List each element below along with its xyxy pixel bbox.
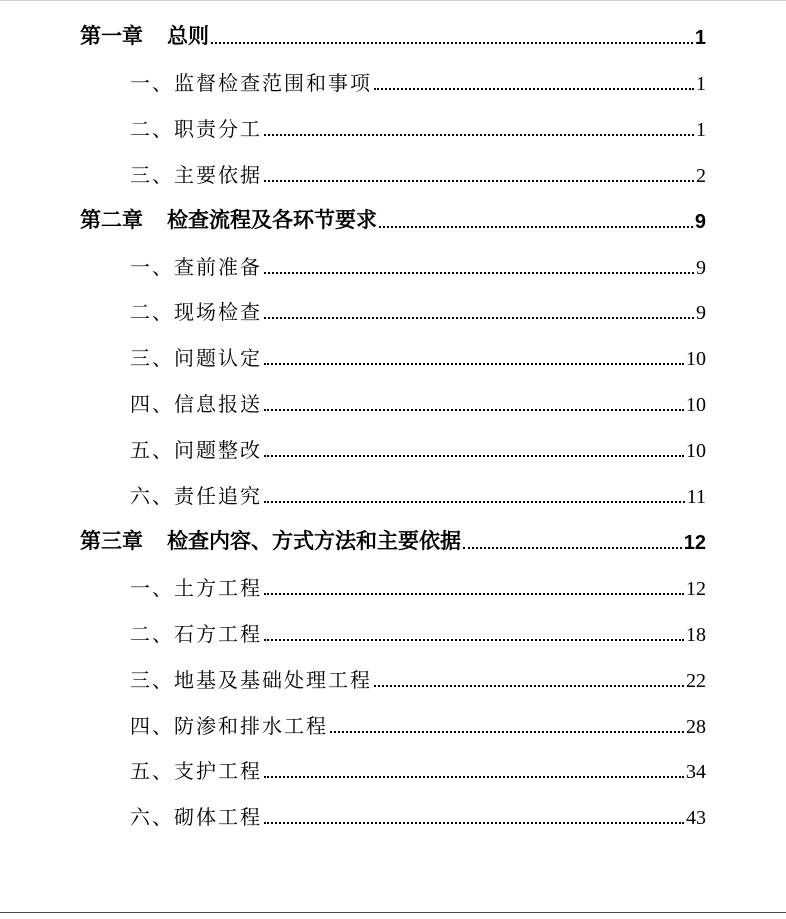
- toc-entry-page-number: 9: [696, 302, 706, 325]
- toc-section-entry[interactable]: [130, 387, 706, 417]
- toc-entry-number: 六、: [130, 805, 174, 830]
- dot-leader: [379, 226, 693, 228]
- toc-entry-page-number: 9: [696, 256, 706, 279]
- toc-entry-page-number: 2: [696, 164, 706, 187]
- toc-section-entry[interactable]: [130, 571, 706, 601]
- toc-entry-title: 现场检查: [174, 300, 262, 325]
- toc-entry-title: 检查内容、方式方法和主要依据: [167, 528, 461, 553]
- toc-entry-number: 四、: [130, 713, 174, 738]
- toc-entry-number: 四、: [130, 392, 174, 417]
- dot-leader: [264, 455, 684, 457]
- toc-entry-title: 职责分工: [174, 116, 262, 141]
- dot-leader: [374, 88, 694, 90]
- dot-leader: [264, 272, 694, 274]
- toc-entry-title: 信息报送: [174, 392, 262, 417]
- toc-entry-page-number: 18: [686, 623, 706, 646]
- toc-entry-number: 一、: [130, 70, 174, 95]
- dot-leader: [264, 639, 684, 641]
- top-border: [0, 0, 786, 1]
- toc-entry-title: 检查流程及各环节要求: [167, 207, 377, 232]
- toc-entry-number: 五、: [130, 438, 174, 463]
- toc-entry-page-number: 22: [686, 669, 706, 692]
- toc-section-entry[interactable]: [130, 295, 706, 325]
- toc-entry-number: 第一章: [80, 24, 143, 48]
- dot-leader: [264, 317, 694, 319]
- dot-leader: [374, 685, 684, 687]
- toc-section-entry[interactable]: [130, 709, 706, 739]
- toc-section-entry[interactable]: [130, 663, 706, 693]
- dot-leader: [264, 822, 684, 824]
- toc-entry-number: 六、: [130, 484, 174, 508]
- toc-chapter-entry[interactable]: [80, 204, 706, 234]
- dot-leader: [211, 42, 693, 44]
- dot-leader: [264, 776, 684, 778]
- toc-section-entry[interactable]: [130, 112, 706, 142]
- toc-entry-page-number: 10: [686, 440, 706, 463]
- dot-leader: [264, 409, 684, 411]
- toc-entry-title: 问题整改: [174, 438, 262, 463]
- bottom-border: [0, 912, 786, 913]
- toc-entry-title: 问题认定: [174, 346, 262, 371]
- toc-entry-page-number: 11: [686, 486, 706, 508]
- toc-entry-number: 五、: [130, 759, 174, 784]
- toc-entry-number: 三、: [130, 346, 174, 371]
- dot-leader: [330, 731, 684, 733]
- dot-leader: [264, 180, 694, 182]
- toc-entry-title: 砌体工程: [174, 805, 262, 830]
- toc-section-entry[interactable]: [130, 800, 706, 830]
- toc-entry-title: 石方工程: [174, 621, 262, 646]
- toc-entry-number: 一、: [130, 254, 174, 279]
- toc-entry-number: 第三章: [80, 528, 143, 553]
- dot-leader: [264, 501, 685, 503]
- toc-entry-number: 二、: [130, 300, 174, 325]
- toc-entry-title: 主要依据: [174, 162, 262, 187]
- toc-entry-title: 支护工程: [174, 759, 262, 784]
- toc-chapter-entry[interactable]: [80, 20, 706, 50]
- toc-section-entry[interactable]: [130, 617, 706, 647]
- toc-entry-title: 总则: [167, 24, 209, 48]
- toc-section-entry[interactable]: [130, 754, 706, 784]
- toc-entry-number: 一、: [130, 575, 174, 600]
- toc-section-entry[interactable]: [130, 433, 706, 463]
- dot-leader: [264, 134, 694, 136]
- toc-section-entry[interactable]: [130, 250, 706, 280]
- toc-entry-page-number: 12: [683, 531, 706, 554]
- toc-entry-page-number: 28: [686, 715, 706, 738]
- toc-section-entry[interactable]: [130, 158, 706, 188]
- toc-entry-title: 地基及基础处理工程: [174, 667, 372, 692]
- toc-entry-page-number: 1: [696, 72, 706, 95]
- toc-entry-number: 三、: [130, 162, 174, 187]
- toc-entry-title: 土方工程: [174, 575, 262, 600]
- toc-section-entry[interactable]: [130, 341, 706, 371]
- toc-entry-number: 二、: [130, 621, 174, 646]
- toc-chapter-entry[interactable]: [80, 525, 706, 555]
- toc-entry-number: 二、: [130, 116, 174, 141]
- toc-entry-page-number: 12: [686, 577, 706, 600]
- dot-leader: [264, 593, 684, 595]
- toc-entry-page-number: 34: [686, 761, 706, 784]
- toc-entry-page-number: 1: [696, 118, 706, 141]
- toc-entry-number: 三、: [130, 667, 174, 692]
- toc-entry-page-number: 43: [686, 807, 706, 830]
- toc-entry-title: 查前准备: [174, 254, 262, 279]
- toc-entry-title: 监督检查范围和事项: [174, 70, 372, 95]
- toc-entry-title: 防渗和排水工程: [174, 713, 328, 738]
- toc-entry-page-number: 1: [694, 27, 706, 49]
- toc-section-entry[interactable]: [130, 479, 706, 509]
- toc-entry-page-number: 9: [694, 210, 706, 233]
- toc-entry-title: 责任追究: [174, 484, 262, 508]
- toc-section-entry[interactable]: [130, 66, 706, 96]
- dot-leader: [264, 363, 684, 365]
- toc-entry-number: 第二章: [80, 207, 143, 232]
- toc-entry-page-number: 10: [686, 348, 706, 371]
- toc-entry-page-number: 10: [686, 394, 706, 417]
- dot-leader: [463, 547, 682, 549]
